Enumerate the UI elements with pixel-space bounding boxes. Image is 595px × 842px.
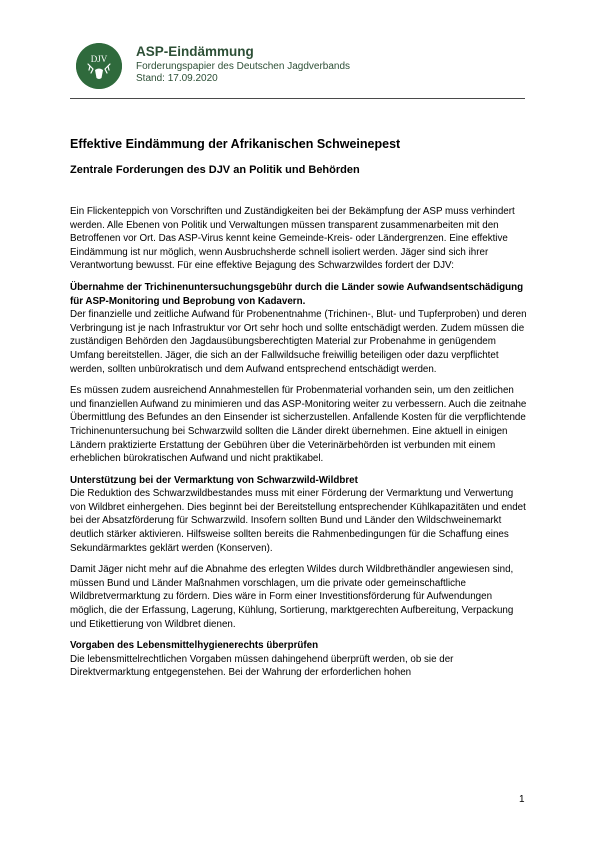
section-paragraph: Es müssen zudem ausreichend Annahmestellen für Probenmaterial vorhanden sein, um den zeitlichen und finanziellen Aufwand zu minimieren und das ASP-Monitoring weiter zu verbessern. Auch die zeitnahe Übermittlung des Befundes an den Einsender ist sicherzustellen. Anfallende Kosten für die verpflichtende Trichinenuntersuchung bei Schwarzwild sollten die Länder direkt übernehmen. Eine aktuell in einigen Ländern praktizierte Erstattung der Gebühren über die Veterinärbehörden ist verbunden mit einem erheblichen bürokratischen Aufwand und nicht praktikabel. xyxy=(70,385,527,465)
document-title: Effektive Eindämmung der Afrikanischen Schweinepest xyxy=(70,137,401,151)
djv-logo xyxy=(76,43,122,89)
page-number: 1 xyxy=(519,794,525,805)
section-heading: Unterstützung bei der Vermarktung von Schwarzwild-Wildbret xyxy=(70,474,358,486)
djv-deer-emblem-icon xyxy=(76,43,122,89)
section-3 xyxy=(70,639,530,680)
section-1 xyxy=(70,281,530,376)
section-heading: Vorgaben des Lebensmittelhygienerechts überprüfen xyxy=(70,640,319,652)
section-paragraph: Der finanzielle und zeitliche Aufwand für Probenentnahme (Trichinen-, Blut- und Tupferproben) und deren Verbringung ist je nach Infrastruktur vor Ort sehr hoch und sollte entschädigt werden. Zudem müssen die zuständigen Behörden den Jagdausübungsberechtigten Material zur Probenahme in genügendem Umfang bereitstellen. Jäger, die sich an der Fallwildsuche freiwillig beteiligen oder dazu verpflichtet werden, sollten unbürokratisch und dem Aufwand entsprechend entschädigt werden. xyxy=(70,309,527,375)
section-2 xyxy=(70,474,530,556)
section-paragraph: Die Reduktion des Schwarzwildbestandes muss mit einer Förderung der Vermarktung und Verwertung von Wildbret einhergehen. Dies beginnt bei der Bereitstellung entsprechender Kühlkapazitäten und endet bei der Absatzförderung für Schwarzwild. Insofern sollten Bund und Länder den Wildschweinemarkt deutlich stärker aktivieren. Hilfsweise sollten bereits die Rahmenbedingungen für die Schaffung eines Sekundärmarktes geklärt werden (Konserven). xyxy=(70,488,526,554)
header-title: ASP-Eindämmung xyxy=(136,44,254,59)
document-body xyxy=(70,205,530,688)
intro-paragraph: Ein Flickenteppich von Vorschriften und Zuständigkeiten bei der Bekämpfung der ASP muss verhindert werden. Alle Ebenen von Politik und Verwaltungen müssen transparent zusammenarbeiten mit den Betroffenen vor Ort. Das ASP-Virus kennt keine Gemeinde-Kreis- oder Ländergrenzen. Eine effektive Eindämmung ist nur möglich, wenn Ausbruchsherde schnell isoliert werden. Jäger sind sich ihrer Verantwortung bewusst. Für eine effektive Bejagung des Schwarzwildes fordert der DJV: xyxy=(70,206,515,272)
section-heading: Übernahme der Trichinenuntersuchungsgebühr durch die Länder sowie Aufwandsentschädigung für ASP-Monitoring und Beprobung von Kadavern. xyxy=(70,281,524,307)
logo-text: DJV xyxy=(90,54,108,64)
header-subtitle: Forderungspapier des Deutschen Jagdverbands xyxy=(136,61,351,72)
section-paragraph: Die lebensmittelrechtlichen Vorgaben müssen dahingehend überprüft werden, ob sie der Direktvermarktung entgegenstehen. Bei der Wahrung der erforderlichen hohen xyxy=(70,653,454,679)
document-subtitle: Zentrale Forderungen des DJV an Politik und Behörden xyxy=(70,164,360,176)
header-divider xyxy=(70,98,525,99)
header-date: Stand: 17.09.2020 xyxy=(136,73,218,84)
section-paragraph: Damit Jäger nicht mehr auf die Abnahme des erlegten Wildes durch Wildbrethändler angewiesen sind, müssen Bund und Länder Maßnahmen vorschlagen, um die private oder gemeinschaftliche Wildbretvermarktung zu fördern. Dies wäre in Form einer Investitionsförderung für Aufwendungen möglich, die der Erfassung, Lagerung, Kühlung, Sortierung, marktgerechten Aufbereitung, Verpackung und Etikettierung von Wildbret dienen. xyxy=(70,564,514,630)
